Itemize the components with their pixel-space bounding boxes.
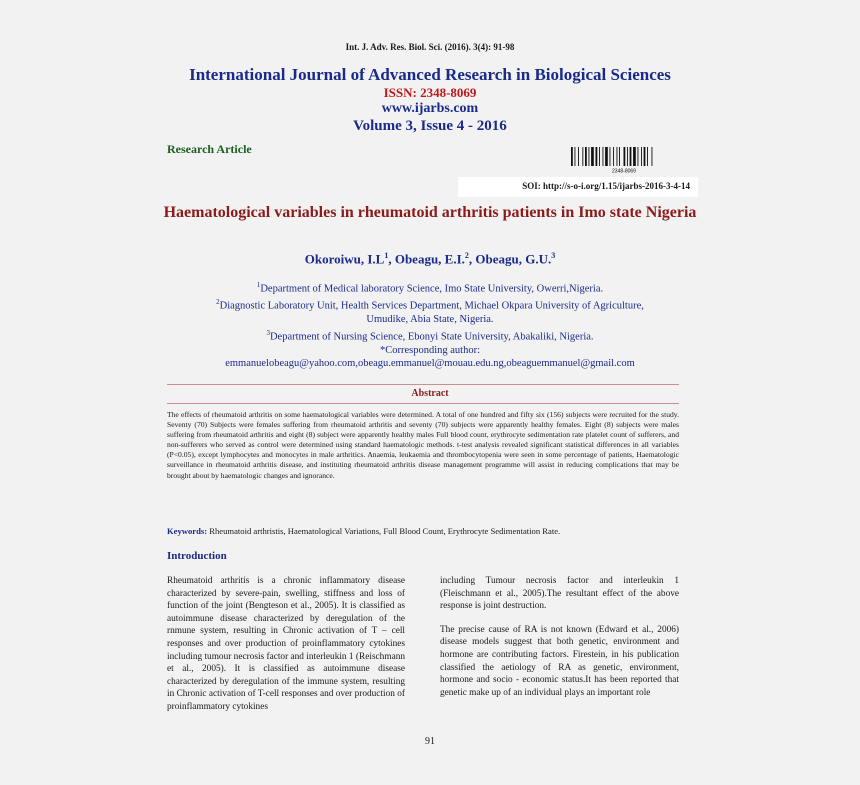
corresponding-author-label: *Corresponding author: (379, 344, 481, 356)
author-name: Obeagu, G.U. (475, 251, 552, 267)
barcode-bar (624, 147, 626, 166)
journal-title: International Journal of Advanced Research in Biological Sciences (189, 65, 671, 84)
barcode-bar (644, 147, 646, 166)
volume-issue: Volume 3, Issue 4 - 2016 (353, 118, 507, 134)
introduction-heading: Introduction (167, 550, 227, 562)
affiliation-line: Umudike, Abia State, Nigeria. (366, 314, 494, 325)
affil-sup: 1 (256, 281, 261, 289)
barcode-bar (610, 147, 611, 166)
barcode-bar (627, 147, 628, 166)
barcode-bar (603, 147, 604, 166)
soi-box (458, 177, 698, 197)
affil-sup: 2 (216, 298, 220, 306)
affil-sup: 3 (266, 328, 270, 337)
barcode-bar (575, 147, 576, 166)
barcode-bar (599, 147, 600, 166)
article-title: Haematological variables in rheumatoid arthritis patients in Imo state Nigeria (163, 204, 697, 221)
affiliation-line: $^3$Department of Nursing Science, Ebonyi State University, Abakaliki, Nigeria. (266, 328, 594, 342)
barcode-bar (605, 147, 608, 166)
barcode-bar (652, 147, 653, 166)
issn: ISSN: 2348-8069 (383, 85, 477, 100)
barcode-bar (582, 147, 583, 166)
barcode-bar (613, 147, 614, 166)
journal-website[interactable]: www.ijarbs.com (381, 101, 479, 116)
barcode-bar (571, 147, 573, 166)
abstract-heading-rule (167, 403, 679, 404)
page-number: 91 (425, 736, 435, 747)
barcode-bar (591, 147, 594, 166)
keywords-label: Keywords: (167, 526, 208, 536)
barcode-bar (638, 147, 639, 166)
running-header-citation: Int. J. Adv. Res. Biol. Sci. (2016). 3(4): 91-98 (345, 42, 515, 52)
abstract-top-rule (167, 384, 679, 385)
author-affil-sup: 1 (384, 251, 389, 260)
keywords-line (167, 526, 679, 536)
barcode-bar (617, 147, 618, 166)
keywords-text: Rheumatoid arthristis, Haematological Variations, Full Blood Count, Erythrocyte Sedimentation Rate. (209, 526, 561, 536)
soi-identifier[interactable]: SOI: http://s-o-i.org/1.15/ijarbs-2016-3-4-14 (522, 181, 690, 191)
barcode-bar (633, 147, 636, 166)
corresponding-emails[interactable]: emmanuelobeagu@yahoo.com,obeagu.emmanuel@mouau.edu.ng,obeaguemmanuel@gmail.com (225, 358, 635, 369)
intro-paragraph: The precise cause of RA is not known (Edward et al., 2006) disease models suggest that both genetic, environment and hormone are contributing factors. Firestein, in his publication classified the aetiology of RA as genetic, environment, hormone and socio - economic status.It has been reported that genetic make up of an individual plays an important role (440, 624, 679, 698)
intro-right-column (440, 575, 679, 710)
barcode-bar (596, 147, 598, 166)
article-type-label: Research Article (167, 142, 252, 156)
barcode-bar (647, 147, 648, 166)
author-name: Okoroiwu, I.L (304, 251, 385, 267)
barcode-bar (619, 147, 620, 166)
barcode-bar (641, 147, 642, 166)
author-affil-sup: 3 (551, 251, 556, 260)
barcode-number: 2348-8069 (612, 168, 636, 173)
intro-left-column (167, 575, 405, 725)
barcode-bar (578, 147, 579, 166)
author-list: Okoroiwu, $I.L^1$, Obeagu, E.I.$^2$, Obeagu, G.U.$^3$ (304, 251, 556, 267)
author-name: Obeagu, E.I. (394, 251, 465, 267)
abstract-text: The effects of rheumatoid arthritis on some haematological variables were determined. A total of one hundred and fifty six (156) subjects were recruited for the study. Seventy (70) Subjects were females suffering from rheumatoid arthritis and seventy (70) subjects were apparently healthy females. Eight (8) subjects were males suffering from rheumatoid arthritis and eight (8) subject were apparently healthy males Full blood count, erythrocyte sedimentation rate platelet count of sufferers, and non-sufferers who served as control were determined using standard haematologic methods. t-test analysis revealed significant statistical differences in all variables (P<0.05), except lymphocytes and monocytes in male arthritics. Anaemia, leukaemia and thrombocytopenia were seen in some percentage of patients, Haematologic surveillance in rheumatoid arthritis disease, and instituting rheumatoid arthritis disease management programme will assist in reducing complications that may be brought about by haematologic changes and ignorance. (167, 410, 679, 480)
barcode-bar (630, 147, 632, 166)
intro-paragraph: Rheumatoid arthritis is a chronic inflammatory disease characterized by severe-pain, swelling, stiffness and loss of function of the joint (Bengteson et al., 2005). It is classified as autoimmune disease characterized by deregulation of the rnmune system, resulting in Chronic activation of T – cell responses and over production of proinflammatory cytokines including tumour necrosis factor and interleukin 1 (Reischmann et al., 2005). It is classified as autoimmune disease characterized by deregulation of the immune system, resulting in Chronic activation of T-cell responses and over production of proinflammatory cytokines (167, 576, 405, 712)
affiliations (150, 279, 710, 371)
barcode-image (570, 147, 678, 173)
barcode-bar (589, 147, 590, 166)
abstract-heading: Abstract (411, 388, 449, 399)
intro-paragraph: including Tumour necrosis factor and interleukin 1 (Fleischmann et al., 2005).The resultant effect of the above response is joint destruction. (440, 576, 679, 612)
affiliation-line: $^1$Department of Medical laboratory Science, Imo State University, Owerri,Nigeria. (256, 281, 604, 295)
affiliation-line: $^2$Diagnostic Laboratory Unit, Health Services Department, Michael Okpara University of Agriculture, (216, 298, 644, 312)
author-affil-sup: 2 (464, 251, 469, 260)
barcode-bar (585, 147, 587, 166)
